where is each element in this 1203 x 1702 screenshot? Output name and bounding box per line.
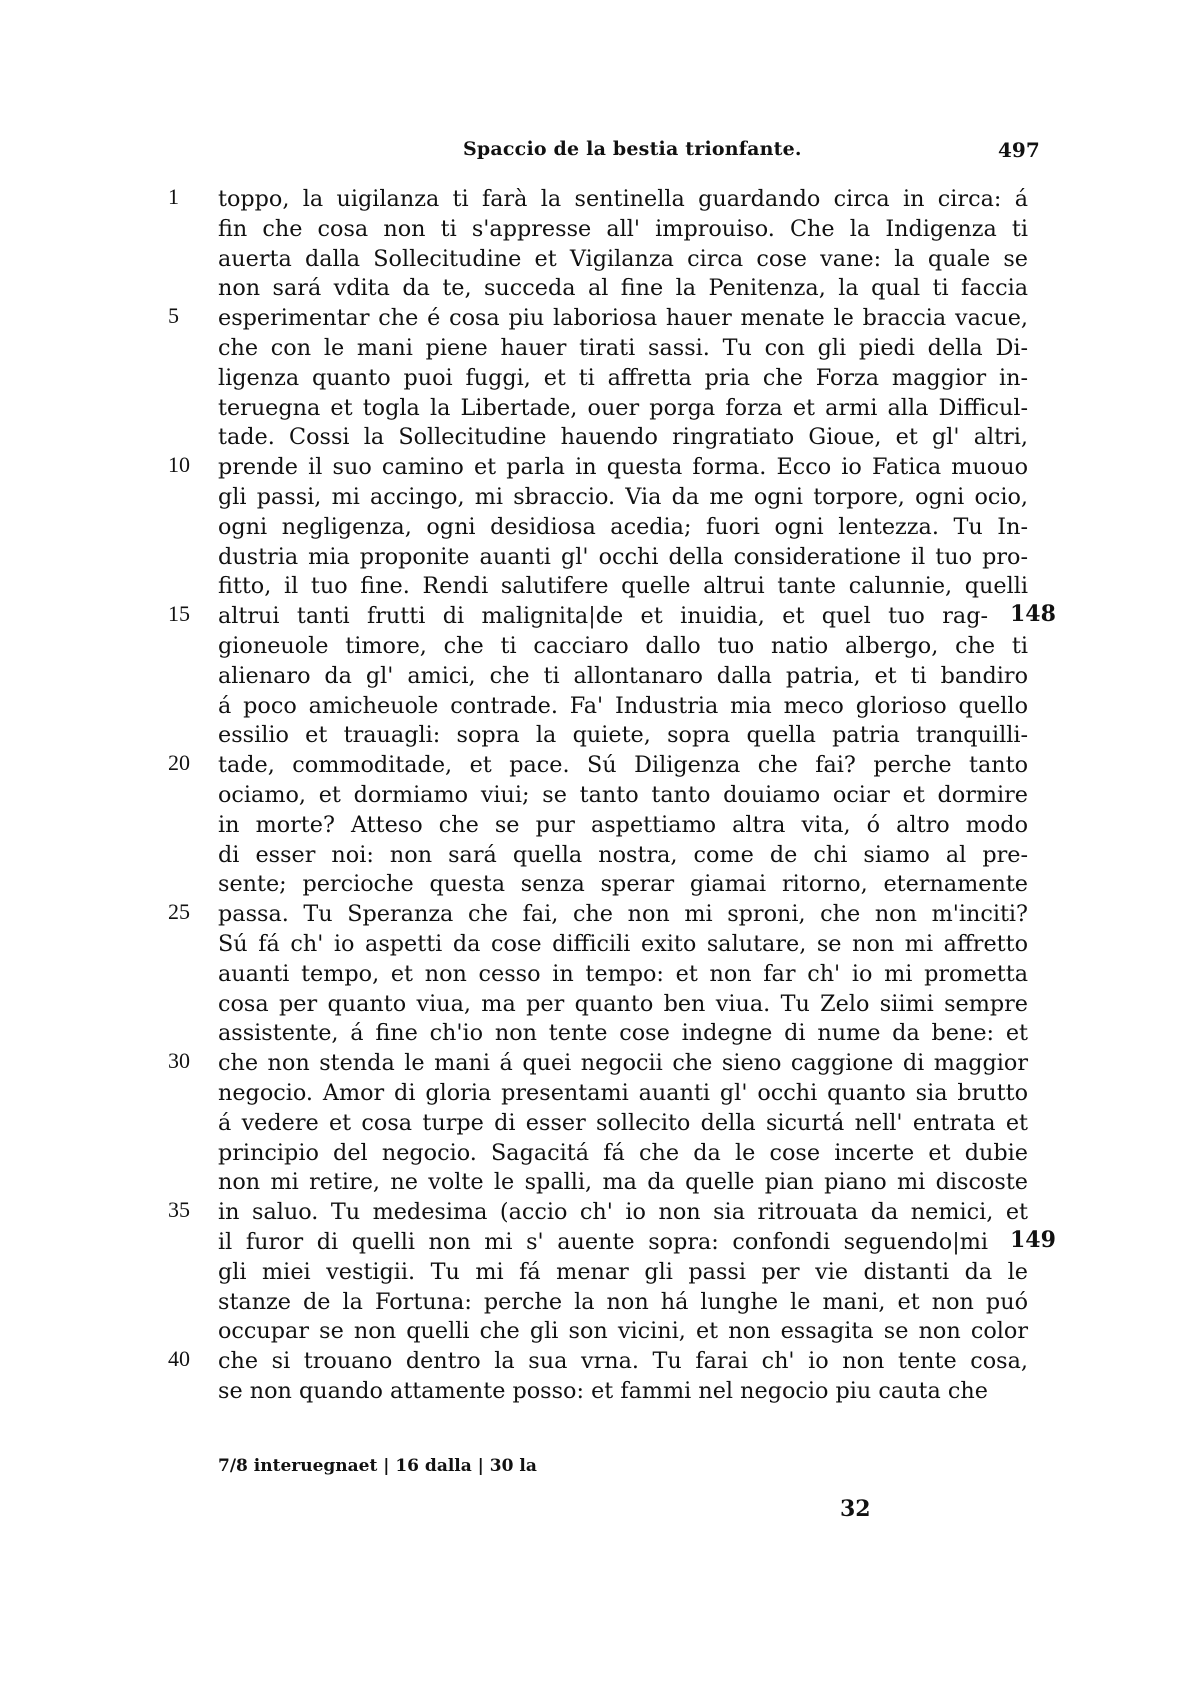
text-line (0, 393, 1203, 423)
text-line (0, 1018, 1203, 1048)
line-number: 10 (168, 452, 190, 478)
line-text: non mi retire, ne volte le spalli, ma da quelle pian piano mi discoste (218, 1169, 1028, 1196)
line-text: stanze de la Fortuna: perche la non há lunghe le mani, et non puó (218, 1288, 1028, 1315)
line-text: fitto, il tuo fine. Rendi salutifere quelle altrui tante calunnie, quelli (218, 573, 1028, 600)
line-text: di esser noi: non sará quella nostra, come de chi siamo al pre- (218, 841, 1028, 868)
text-line (0, 363, 1203, 393)
line-text: negocio. Amor di gloria presentami auanti gl' occhi quanto sia brutto (218, 1080, 1028, 1106)
text-line (0, 1316, 1203, 1346)
line-text: auerta dalla Sollecitudine et Vigilanza circa cose vane: la quale se (218, 245, 1028, 272)
line-text: il furor di quelli non mi s' auente sopra: confondi seguendo|mi (218, 1229, 988, 1255)
line-text: dustria mia proponite auanti gl' occhi della consideratione il tuo pro- (218, 543, 1028, 570)
text-line (0, 1167, 1203, 1197)
line-text: altrui tanti frutti di malignita|de et inuidia, et quel tuo rag- (218, 603, 988, 630)
line-text: gli passi, mi accingo, mi sbraccio. Via da me ogni torpore, ogni ocio, (218, 484, 1028, 510)
line-text: tade. Cossi la Sollecitudine hauendo ringratiato Gioue, et gl' altri, (218, 424, 1028, 451)
line-text: gioneuole timore, che ti cacciaro dallo tuo natio albergo, che ti (218, 633, 1028, 659)
line-text: in morte? Atteso che se pur aspettiamo altra vita, ó altro modo (218, 811, 1028, 838)
text-line (0, 571, 1203, 601)
line-text: che con le mani piene hauer tirati sassi. Tu con gli piedi della Di- (218, 335, 1028, 361)
text-line (0, 780, 1203, 810)
line-text: che si trouano dentro la sua vrna. Tu farai ch' io non tente cosa, (218, 1348, 1028, 1375)
line-text: á vedere et cosa turpe di esser sollecito della sicurtá nell' entrata et (218, 1109, 1028, 1136)
text-line (0, 1346, 1203, 1376)
line-number: 1 (168, 184, 179, 209)
line-text: tade, commoditade, et pace. Sú Diligenza che fai? perche tanto (218, 752, 1028, 779)
text-line (0, 691, 1203, 721)
text-line (0, 333, 1203, 363)
text-line (0, 989, 1203, 1019)
text-line (0, 1376, 1203, 1406)
line-number: 35 (168, 1197, 190, 1223)
text-line (0, 273, 1203, 303)
text-line (0, 1257, 1203, 1287)
page-number: 497 (998, 138, 1040, 162)
text-line (0, 959, 1203, 989)
line-text: prende il suo camino et parla in questa forma. Ecco io Fatica muouo (218, 454, 1028, 481)
line-text: essilio et trauagli: sopra la quiete, sopra quella patria tranquilli- (218, 722, 1028, 749)
line-text: ociamo, et dormiamo viui; se tanto tanto douiamo ociar et dormire (218, 782, 1028, 808)
line-text: principio del negocio. Sagacitá fá che da le cose incerte et dubie (218, 1139, 1028, 1166)
line-text: passa. Tu Speranza che fai, che non mi sproni, che non m'inciti? (218, 901, 1028, 928)
text-line (0, 1108, 1203, 1138)
line-text: ligenza quanto puoi fuggi, et ti affretta pria che Forza maggior in- (218, 364, 1028, 391)
text-line (0, 422, 1203, 452)
text-line (0, 601, 1203, 631)
line-text: che non stenda le mani á quei negocii che sieno caggione di maggior (218, 1050, 1028, 1077)
line-number: 5 (168, 303, 179, 329)
running-title: Spaccio de la bestia trionfante. (463, 138, 802, 160)
line-text: toppo, la uigilanza ti farà la sentinella guardando circa in circa: á (218, 186, 1028, 212)
line-text: gli miei vestigii. Tu mi fá menar gli passi per vie distanti da le (218, 1258, 1028, 1285)
line-number: 25 (168, 899, 190, 925)
line-text: in saluo. Tu medesima (accio ch' io non sia ritrouata da nemici, et (218, 1199, 1028, 1226)
text-line (0, 1138, 1203, 1168)
text-line (0, 661, 1203, 691)
text-line (0, 184, 1203, 214)
text-line (0, 1048, 1203, 1078)
text-line (0, 631, 1203, 661)
signature-mark: 32 (840, 1496, 871, 1522)
text-line (0, 214, 1203, 244)
line-text: occupar se non quelli che gli son vicini, et non essagita se non color (218, 1318, 1028, 1345)
line-number: 20 (168, 750, 190, 776)
running-header (0, 138, 1203, 168)
line-number: 30 (168, 1048, 190, 1074)
text-line (0, 1078, 1203, 1108)
text-line (0, 482, 1203, 512)
text-line (0, 542, 1203, 572)
line-text: non sará vdita da te, succeda al fine la Penitenza, la qual ti faccia (218, 275, 1028, 302)
text-line (0, 244, 1203, 274)
text-line (0, 512, 1203, 542)
line-text: sente; percioche questa senza sperar giamai ritorno, eternamente (218, 871, 1028, 898)
marginal-page-ref: 149 (1010, 1227, 1056, 1253)
text-line (0, 750, 1203, 780)
line-text: Sú fá ch' io aspetti da cose difficili exito salutare, se non mi affretto (218, 931, 1028, 957)
text-line (0, 929, 1203, 959)
line-text: fin che cosa non ti s'appresse all' improuiso. Che la Indigenza ti (218, 215, 1028, 242)
text-line (0, 810, 1203, 840)
text-line (0, 1227, 1203, 1257)
line-text: assistente, á fine ch'io non tente cose indegne di nume da bene: et (218, 1020, 1028, 1047)
line-text: esperimentar che é cosa piu laboriosa hauer menate le braccia vacue, (218, 305, 1028, 332)
line-number: 40 (168, 1346, 190, 1372)
text-line (0, 720, 1203, 750)
marginal-page-ref: 148 (1010, 601, 1056, 628)
text-line (0, 1197, 1203, 1227)
text-line (0, 1287, 1203, 1317)
text-line (0, 899, 1203, 929)
line-text: se non quando attamente posso: et fammi nel negocio piu cauta che (218, 1378, 988, 1404)
line-text: á poco amicheuole contrade. Fa' Industria mia meco glorioso quello (218, 692, 1028, 719)
text-line (0, 452, 1203, 482)
critical-apparatus: 7/8 interuegnaet | 16 dalla | 30 la (218, 1456, 537, 1476)
text-line (0, 840, 1203, 870)
line-text: ogni negligenza, ogni desidiosa acedia; fuori ogni lentezza. Tu In- (218, 513, 1028, 540)
line-number: 15 (168, 601, 190, 627)
text-line (0, 303, 1203, 333)
line-text: auanti tempo, et non cesso in tempo: et non far ch' io mi prometta (218, 960, 1028, 987)
line-text: teruegna et togla la Libertade, ouer porga forza et armi alla Difficul- (218, 394, 1028, 421)
text-line (0, 869, 1203, 899)
line-text: cosa per quanto viua, ma per quanto ben viua. Tu Zelo siimi sempre (218, 990, 1028, 1017)
line-text: alienaro da gl' amici, che ti allontanaro dalla patria, et ti bandiro (218, 662, 1028, 689)
